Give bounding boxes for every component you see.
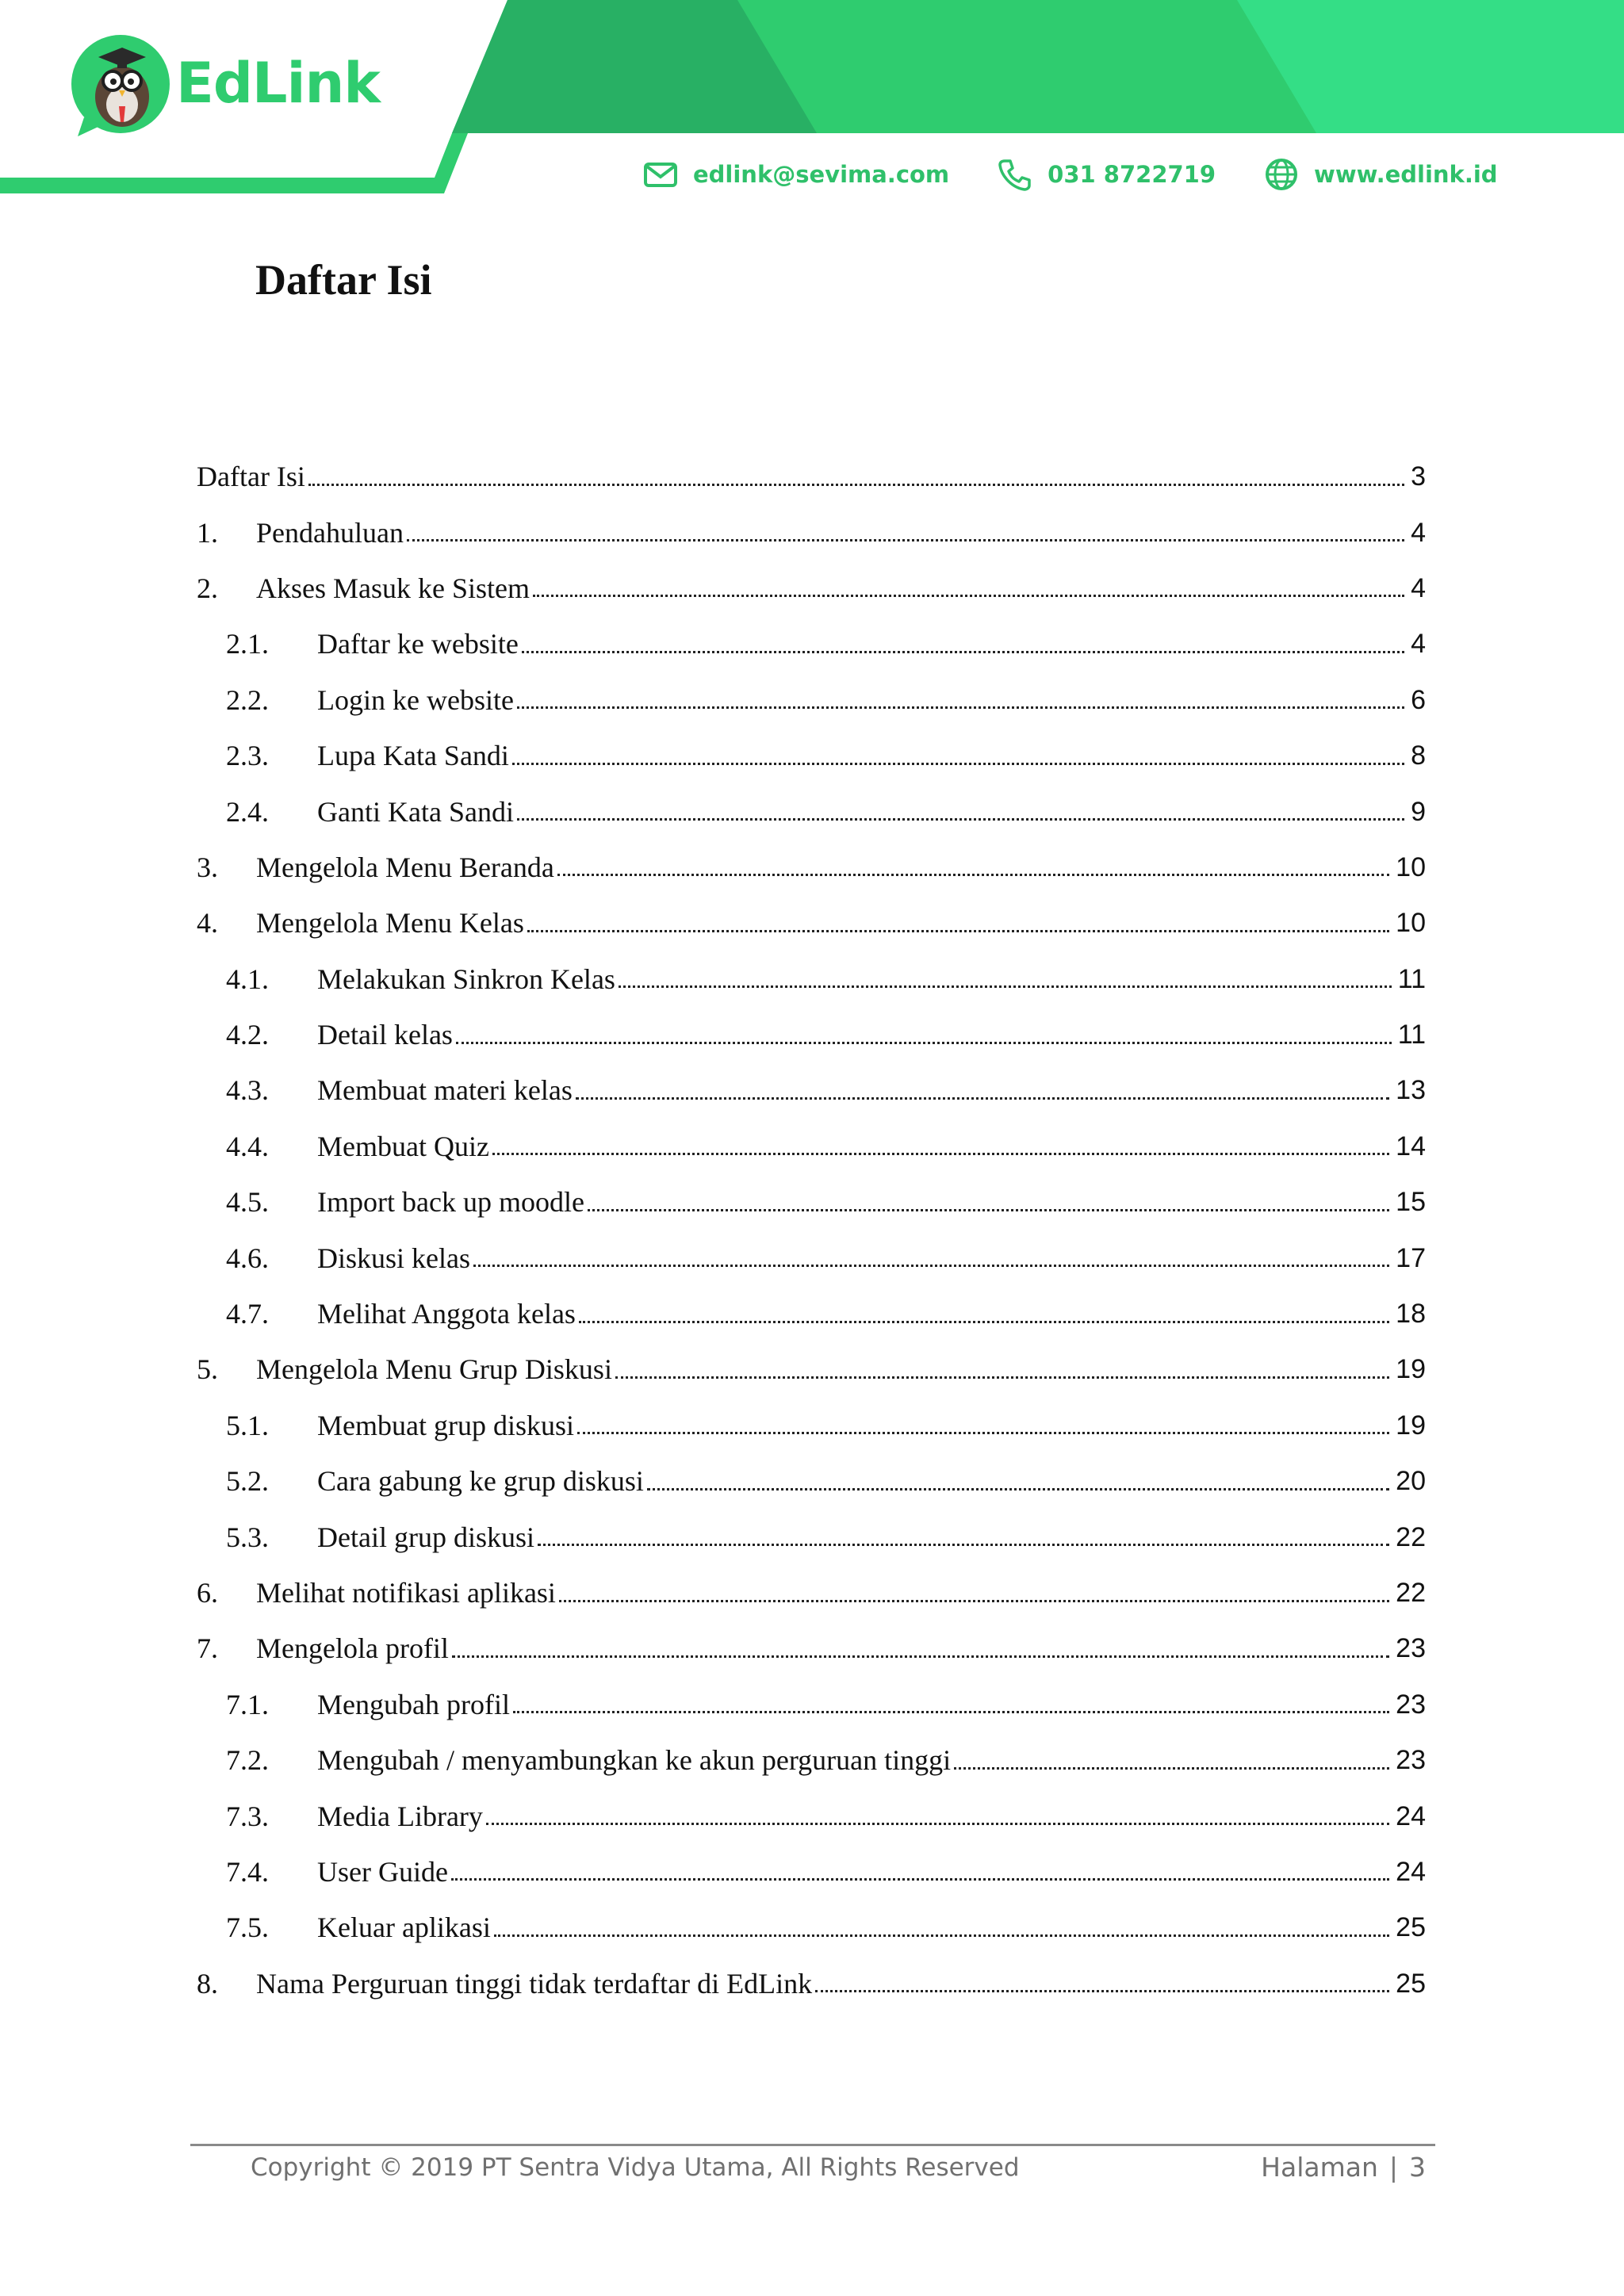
toc-entry[interactable] (197, 561, 1426, 616)
toc-dot-leader (512, 763, 1404, 765)
page-title: Daftar Isi (255, 256, 432, 304)
page-separator: | (1388, 2152, 1398, 2183)
toc-entry-number: 2.2. (226, 683, 269, 716)
toc-entry-title: Media Library (317, 1800, 483, 1832)
toc-entry-page: 4 (1411, 572, 1426, 603)
toc-dot-leader (308, 484, 1404, 486)
toc-entry-title: Nama Perguruan tinggi tidak terdaftar di EdLink (256, 1967, 813, 1999)
toc-entry[interactable] (197, 1286, 1426, 1341)
toc-entry-title: Mengubah profil (317, 1688, 510, 1720)
toc-entry-number: 2.1. (226, 628, 269, 660)
toc-entry[interactable] (197, 728, 1426, 783)
toc-entry-number: 5.1. (226, 1409, 269, 1441)
toc-dot-leader (557, 874, 1389, 876)
toc-entry-number: 4.6. (226, 1242, 269, 1274)
toc-entry-title: Detail grup diskusi (317, 1521, 534, 1553)
toc-entry-number: 6. (197, 1577, 218, 1609)
toc-dot-leader (456, 1042, 1392, 1044)
toc-entry-page: 23 (1396, 1689, 1426, 1720)
toc-dot-leader (492, 1153, 1389, 1155)
toc-dot-leader (522, 651, 1404, 653)
toc-dot-leader (517, 706, 1404, 709)
toc-dot-leader (517, 818, 1404, 821)
toc-entry[interactable] (197, 1900, 1426, 1955)
toc-entry-number: 7.3. (226, 1800, 269, 1832)
page-number: 3 (1409, 2152, 1426, 2183)
document-header (0, 0, 1624, 222)
toc-entry-page: 22 (1396, 1521, 1426, 1552)
toc-entry-title: Daftar Isi (197, 461, 305, 493)
toc-entry-title: Mengelola Menu Kelas (256, 907, 524, 939)
toc-entry[interactable] (197, 1844, 1426, 1900)
toc-entry[interactable] (197, 1788, 1426, 1843)
owl-mascot-logo (70, 29, 181, 140)
toc-entry-title: Detail kelas (317, 1019, 453, 1051)
contact-email[interactable] (642, 156, 949, 193)
toc-dot-leader (486, 1823, 1389, 1825)
toc-entry[interactable] (197, 895, 1426, 951)
toc-entry[interactable] (197, 1230, 1426, 1285)
toc-dot-leader (559, 1600, 1389, 1602)
toc-entry-number: 2.4. (226, 795, 269, 828)
phone-text: 031 8722719 (1048, 161, 1216, 188)
toc-entry-page: 8 (1411, 740, 1426, 771)
toc-entry-number: 4.7. (226, 1298, 269, 1330)
toc-entry-title: Melihat notifikasi aplikasi (256, 1577, 556, 1609)
toc-entry-title: Akses Masuk ke Sistem (256, 572, 530, 604)
toc-dot-leader (647, 1488, 1389, 1490)
email-text: edlink@sevima.com (693, 161, 950, 188)
mail-icon (642, 156, 679, 193)
footer-copyright: Copyright © 2019 PT Sentra Vidya Utama, All Rights Reserved (251, 2153, 1020, 2182)
toc-dot-leader (407, 539, 1404, 541)
toc-entry-title: Lupa Kata Sandi (317, 740, 509, 772)
toc-entry-title: Diskusi kelas (317, 1242, 470, 1274)
toc-dot-leader (538, 1544, 1389, 1546)
toc-entry-page: 15 (1396, 1187, 1426, 1218)
toc-entry[interactable] (197, 1509, 1426, 1564)
toc-entry[interactable] (197, 1565, 1426, 1621)
toc-entry-number: 4.2. (226, 1019, 269, 1051)
contact-website[interactable] (1263, 156, 1498, 193)
toc-entry[interactable] (197, 504, 1426, 560)
toc-entry-number: 4.3. (226, 1074, 269, 1107)
toc-entry-number: 7.4. (226, 1855, 269, 1888)
toc-entry[interactable] (197, 1453, 1426, 1509)
toc-entry-page: 18 (1396, 1299, 1426, 1330)
toc-entry[interactable] (197, 1174, 1426, 1230)
toc-dot-leader (619, 985, 1392, 988)
contact-bar (642, 155, 1498, 193)
toc-entry-title: Melihat Anggota kelas (317, 1298, 576, 1330)
toc-entry-number: 4.1. (226, 962, 269, 995)
toc-entry-number: 7.1. (226, 1688, 269, 1720)
toc-entry-page: 4 (1411, 517, 1426, 548)
toc-entry[interactable] (197, 616, 1426, 672)
toc-entry-page: 19 (1396, 1354, 1426, 1385)
toc-entry-number: 2. (197, 572, 218, 604)
toc-entry-title: Pendahuluan (256, 516, 404, 549)
toc-entry-title: User Guide (317, 1855, 448, 1888)
toc-entry-page: 24 (1396, 1800, 1426, 1831)
contact-phone[interactable] (997, 156, 1216, 193)
toc-dot-leader (577, 1432, 1389, 1434)
website-text: www.edlink.id (1314, 161, 1498, 188)
toc-dot-leader (576, 1097, 1389, 1100)
toc-entry-page: 11 (1397, 1020, 1426, 1050)
toc-entry[interactable] (197, 1341, 1426, 1397)
toc-entry-page: 3 (1411, 461, 1426, 492)
toc-entry-number: 5.2. (226, 1465, 269, 1498)
toc-dot-leader (579, 1321, 1389, 1323)
footer-divider (190, 2144, 1435, 2146)
toc-entry[interactable] (197, 1398, 1426, 1453)
toc-dot-leader (452, 1655, 1389, 1658)
toc-entry-page: 4 (1411, 629, 1426, 660)
toc-entry-page: 10 (1396, 851, 1426, 882)
toc-entry-page: 6 (1411, 684, 1426, 715)
toc-dot-leader (473, 1265, 1389, 1267)
toc-entry[interactable] (197, 1956, 1426, 2011)
toc-entry-page: 19 (1396, 1410, 1426, 1441)
toc-entry-number: 4.4. (226, 1130, 269, 1162)
toc-entry[interactable] (197, 1062, 1426, 1118)
toc-entry-title: Mengubah / menyambungkan ke akun perguruan tinggi (317, 1744, 952, 1777)
toc-entry-page: 25 (1396, 1912, 1426, 1943)
page-label: Halaman (1261, 2152, 1378, 2183)
toc-entry-page: 25 (1396, 1968, 1426, 1999)
toc-entry-page: 23 (1396, 1633, 1426, 1664)
toc-entry-title: Ganti Kata Sandi (317, 795, 514, 828)
toc-dot-leader (588, 1209, 1389, 1211)
toc-dot-leader (494, 1934, 1389, 1937)
toc-entry-number: 5.3. (226, 1521, 269, 1553)
toc-entry-number: 7. (197, 1632, 218, 1665)
toc-entry[interactable] (197, 1119, 1426, 1174)
toc-entry[interactable] (197, 840, 1426, 895)
toc-entry-number: 8. (197, 1967, 218, 1999)
toc-entry-page: 11 (1397, 963, 1426, 994)
toc-entry-page: 9 (1411, 796, 1426, 827)
toc-entry-title: Keluar aplikasi (317, 1911, 491, 1944)
toc-entry-number: 4.5. (226, 1186, 269, 1219)
toc-entry[interactable] (197, 951, 1426, 1007)
toc-entry-number: 1. (197, 516, 218, 549)
toc-entry-page: 23 (1396, 1745, 1426, 1776)
toc-entry-title: Membuat materi kelas (317, 1074, 573, 1107)
toc-entry-number: 2.3. (226, 740, 269, 772)
toc-dot-leader (815, 1990, 1389, 1992)
table-of-contents (197, 449, 1426, 2011)
toc-entry-page: 24 (1396, 1856, 1426, 1887)
toc-dot-leader (527, 930, 1389, 932)
toc-entry-number: 3. (197, 851, 218, 883)
phone-icon (997, 156, 1033, 193)
globe-icon (1263, 156, 1300, 193)
logo-wordmark: EdLink (176, 51, 380, 116)
toc-dot-leader (615, 1376, 1389, 1379)
toc-entry[interactable] (197, 1621, 1426, 1676)
toc-dot-leader (513, 1711, 1389, 1713)
toc-entry-title: Login ke website (317, 683, 514, 716)
toc-entry-title: Daftar ke website (317, 628, 519, 660)
toc-entry-number: 4. (197, 907, 218, 939)
toc-entry[interactable] (197, 672, 1426, 728)
toc-entry[interactable] (197, 1007, 1426, 1062)
toc-entry-page: 10 (1396, 908, 1426, 939)
toc-entry-title: Membuat grup diskusi (317, 1409, 574, 1441)
toc-dot-leader (954, 1767, 1389, 1770)
toc-entry-number: 7.2. (226, 1744, 269, 1777)
toc-dot-leader (533, 595, 1404, 597)
toc-entry-title: Import back up moodle (317, 1186, 584, 1219)
toc-entry[interactable] (197, 1677, 1426, 1732)
toc-entry[interactable] (197, 783, 1426, 839)
toc-entry[interactable] (197, 1732, 1426, 1788)
toc-dot-leader (451, 1878, 1389, 1881)
toc-entry-page: 13 (1396, 1075, 1426, 1106)
toc-entry-number: 5. (197, 1353, 218, 1386)
toc-entry-title: Mengelola Menu Grup Diskusi (256, 1353, 612, 1386)
toc-entry-title: Membuat Quiz (317, 1130, 489, 1162)
toc-entry-page: 22 (1396, 1578, 1426, 1608)
toc-entry-title: Cara gabung ke grup diskusi (317, 1465, 644, 1498)
toc-entry-title: Mengelola Menu Beranda (256, 851, 554, 883)
toc-entry-page: 14 (1396, 1131, 1426, 1161)
toc-entry-title: Melakukan Sinkron Kelas (317, 962, 615, 995)
toc-entry-page: 17 (1396, 1242, 1426, 1273)
edlink-logo (70, 29, 387, 140)
toc-entry-title: Mengelola profil (256, 1632, 449, 1665)
toc-entry-number: 7.5. (226, 1911, 269, 1944)
toc-entry[interactable] (197, 449, 1426, 504)
toc-entry-page: 20 (1396, 1466, 1426, 1497)
footer-page-indicator (1261, 2152, 1426, 2183)
